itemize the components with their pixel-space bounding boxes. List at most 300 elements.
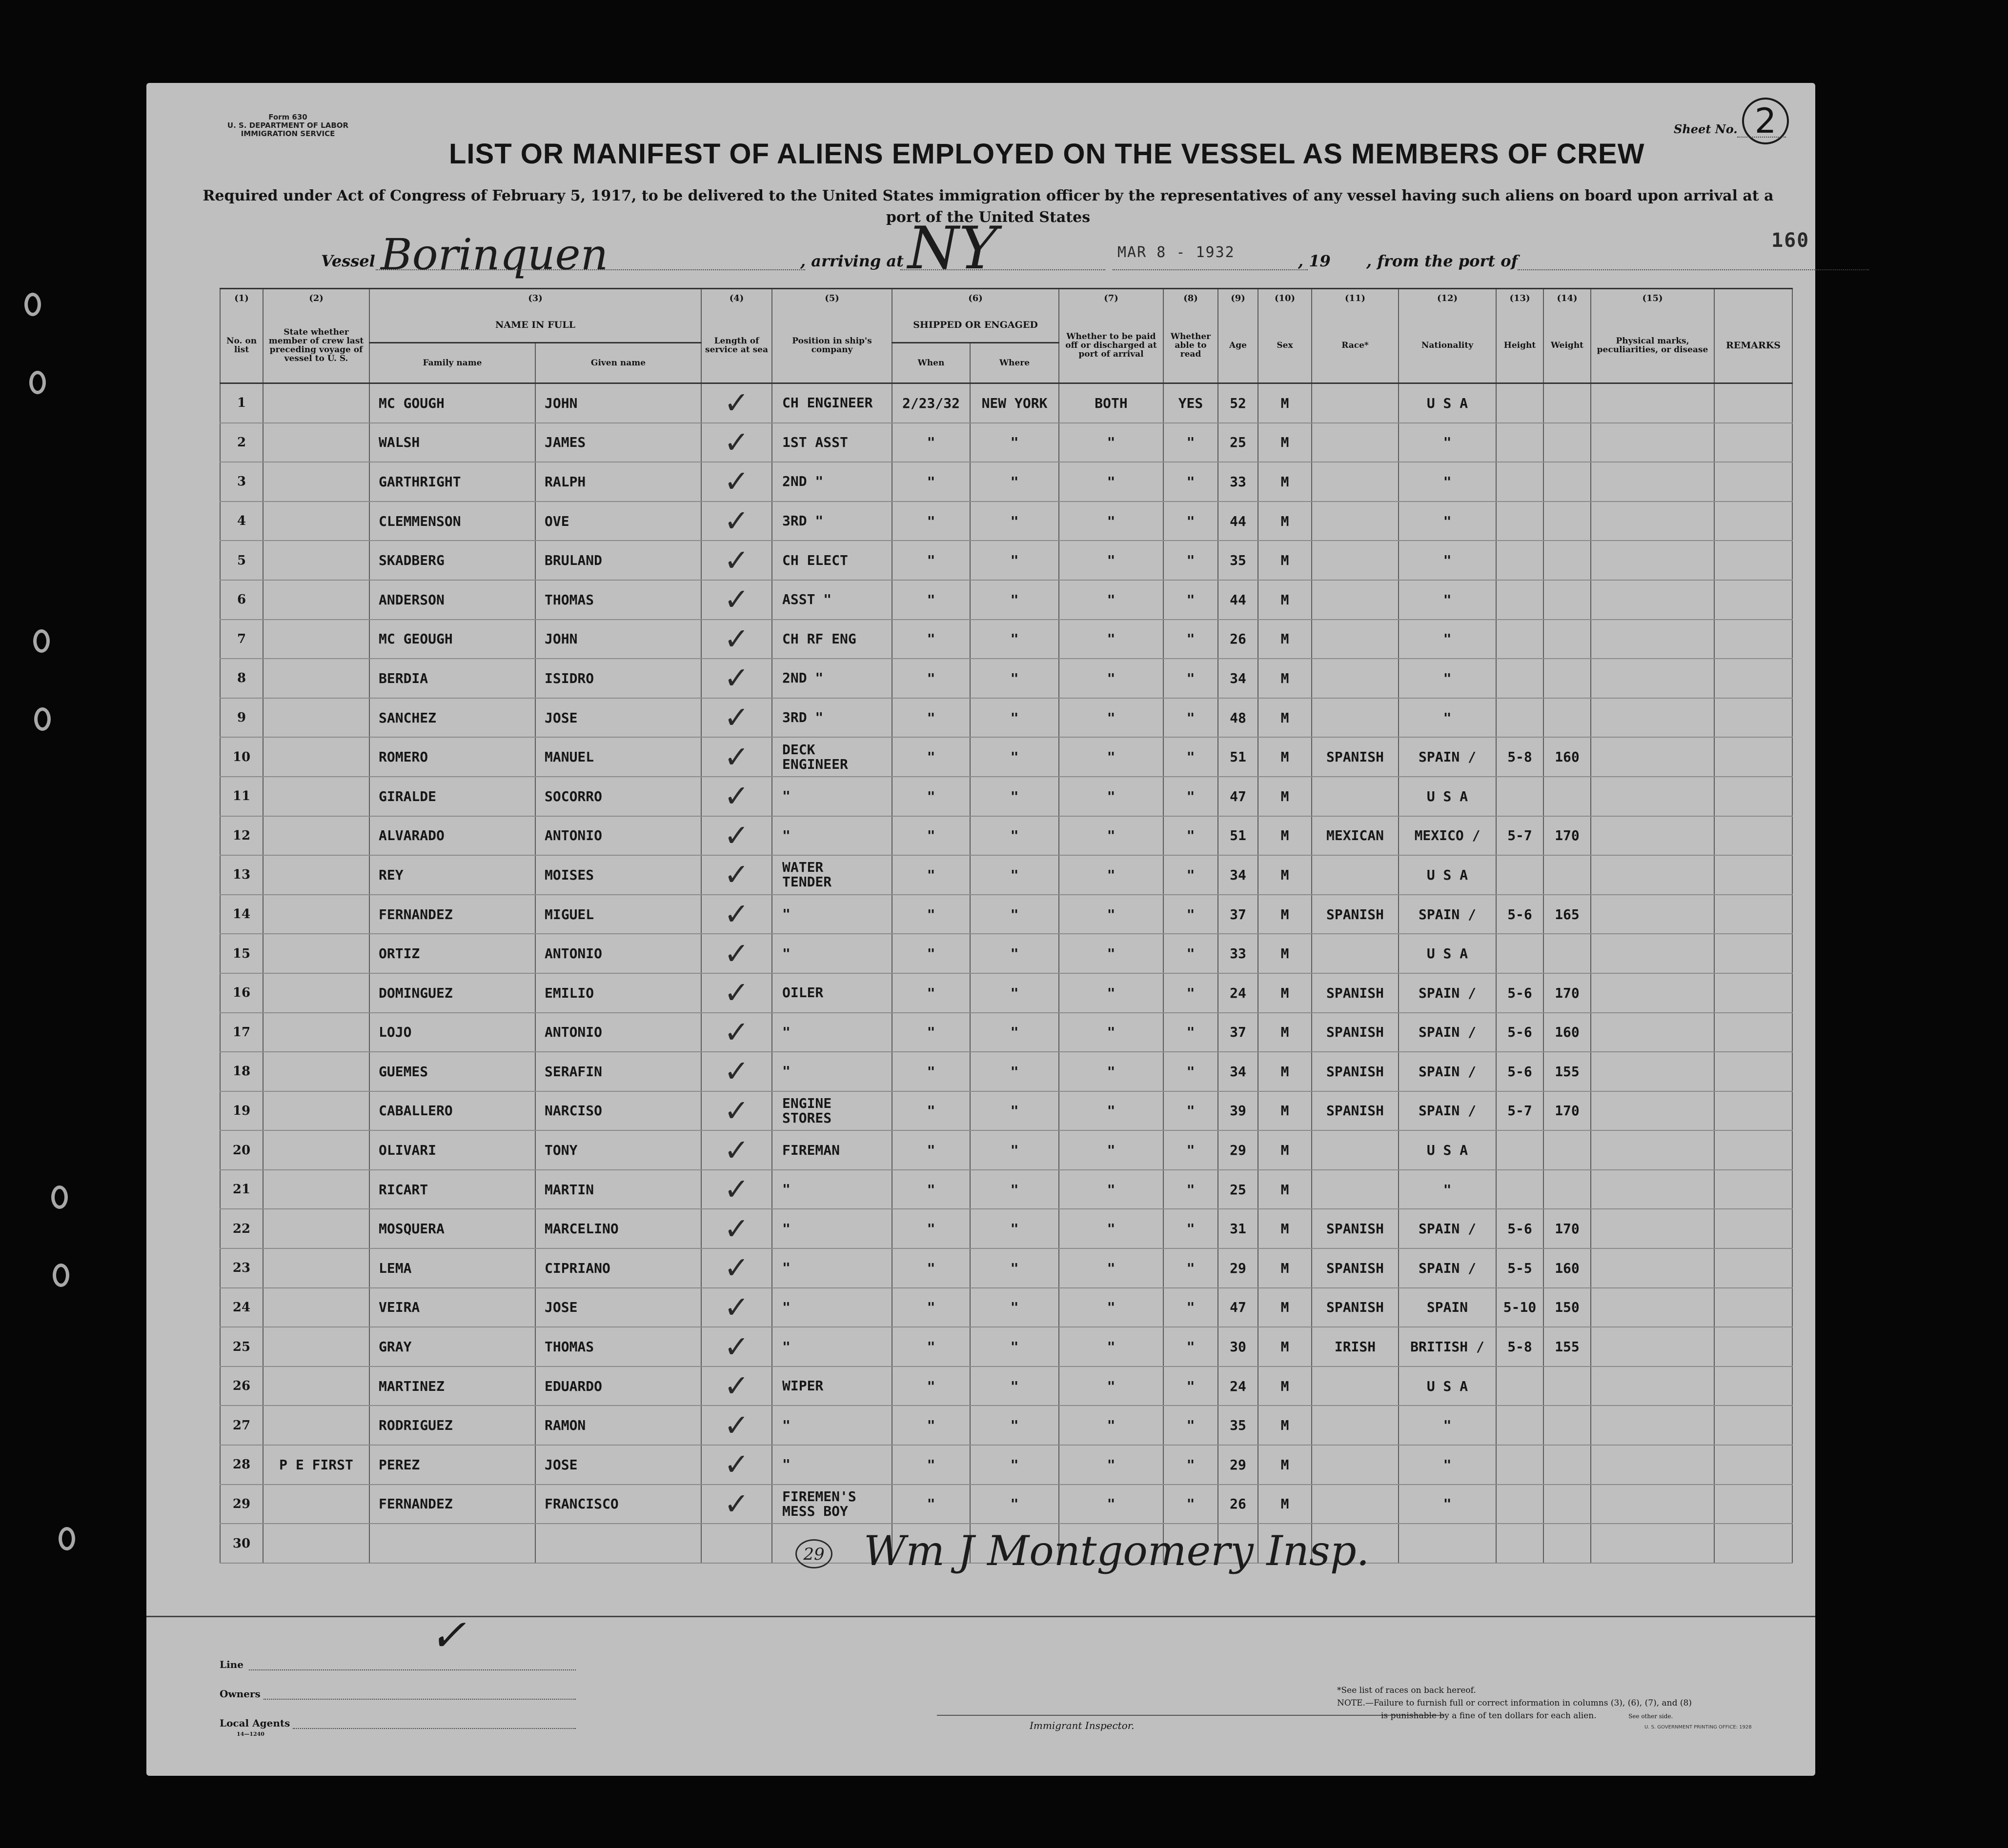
nationality-cell: U S A (1399, 777, 1496, 816)
last-voyage-cell (263, 1091, 369, 1131)
able-to-read-cell: " (1163, 973, 1218, 1013)
family-name-cell: RICART (369, 1170, 535, 1209)
length-of-service-cell (701, 973, 772, 1013)
position-cell: " (772, 1248, 892, 1288)
remarks-cell (1714, 1327, 1792, 1366)
race-cell (1312, 1366, 1399, 1406)
remarks-cell (1714, 816, 1792, 856)
header-nationality: Nationality (1399, 308, 1496, 383)
shipped-when-cell: " (892, 698, 970, 738)
family-name-cell: LOJO (369, 1013, 535, 1052)
sex-cell: M (1258, 737, 1312, 777)
manifest-body (220, 383, 1792, 1563)
family-name-cell: ALVARADO (369, 816, 535, 856)
physical-marks-cell (1591, 1130, 1714, 1170)
length-of-service-cell (701, 1366, 772, 1406)
row-number: 23 (220, 1248, 263, 1288)
height-cell (1496, 1524, 1543, 1563)
shipped-when-cell: " (892, 659, 970, 698)
manifest-title: LIST OR MANIFEST OF ALIENS EMPLOYED ON THE VESSEL AS MEMBERS OF CREW (449, 138, 1645, 170)
check-mark-icon: ✓ (724, 739, 750, 775)
last-voyage-cell (263, 1485, 369, 1524)
corner-number: 160 (1771, 229, 1810, 252)
sex-cell: M (1258, 1052, 1312, 1091)
manifest-row (220, 816, 1792, 856)
col-num-7: (7) (1059, 289, 1163, 308)
shipped-when-cell: " (892, 1052, 970, 1091)
height-cell: 5-8 (1496, 737, 1543, 777)
family-name-cell: ORTIZ (369, 934, 535, 973)
shipped-where-cell: " (970, 1013, 1059, 1052)
manifest-row (220, 1485, 1792, 1524)
height-cell: 5-6 (1496, 895, 1543, 934)
remarks-cell (1714, 423, 1792, 462)
nationality-cell: " (1399, 541, 1496, 580)
paid-off-cell: " (1059, 1445, 1163, 1485)
form-code: 14—1240 (237, 1731, 264, 1737)
physical-marks-cell (1591, 1013, 1714, 1052)
last-voyage-cell (263, 973, 369, 1013)
family-name-cell: WALSH (369, 423, 535, 462)
shipped-where-cell: " (970, 1327, 1059, 1366)
position-cell: " (772, 934, 892, 973)
length-of-service-cell (701, 934, 772, 973)
col-num-13: (13) (1496, 289, 1543, 308)
manifest-row (220, 502, 1792, 541)
shipped-where-cell: " (970, 1248, 1059, 1288)
weight-cell (1543, 1366, 1591, 1406)
able-to-read-cell: " (1163, 580, 1218, 620)
nationality-cell: U S A (1399, 855, 1496, 895)
family-name-cell: OLIVARI (369, 1130, 535, 1170)
age-cell: 37 (1218, 1013, 1258, 1052)
edge-ring (29, 371, 46, 394)
check-mark-icon: ✓ (724, 1210, 750, 1246)
length-of-service-cell (701, 502, 772, 541)
last-voyage-cell (263, 698, 369, 738)
row-number: 22 (220, 1209, 263, 1248)
remarks-cell (1714, 462, 1792, 502)
length-of-service-cell (701, 737, 772, 777)
shipped-when-cell: " (892, 423, 970, 462)
physical-marks-cell (1591, 1327, 1714, 1366)
paid-off-cell: " (1059, 502, 1163, 541)
paid-off-cell: " (1059, 934, 1163, 973)
check-mark-icon: ✓ (724, 621, 750, 657)
footnote-note-2: is punishable by a fine of ten dollars for each alien. (1381, 1711, 1597, 1721)
shipped-where-cell: " (970, 580, 1059, 620)
shipped-when-cell: " (892, 1288, 970, 1327)
weight-cell (1543, 855, 1591, 895)
age-cell: 34 (1218, 659, 1258, 698)
length-of-service-cell (701, 895, 772, 934)
shipped-when-cell: " (892, 620, 970, 659)
race-cell: MEXICAN (1312, 816, 1399, 856)
family-name-cell: MARTINEZ (369, 1366, 535, 1406)
subtitle-line-1: Required under Act of Congress of February 5, 1917, to be delivered to the United States immigration officer by the representatives of any vessel having such aliens on board upon arrival at a (203, 187, 1774, 204)
shipped-when-cell: " (892, 855, 970, 895)
remarks-cell (1714, 659, 1792, 698)
position-cell: " (772, 895, 892, 934)
given-name-cell: CIPRIANO (535, 1248, 701, 1288)
family-name-cell: RODRIGUEZ (369, 1406, 535, 1445)
shipped-when-cell: " (892, 1013, 970, 1052)
paid-off-cell: " (1059, 1209, 1163, 1248)
given-name-cell: MANUEL (535, 737, 701, 777)
check-mark-icon: ✓ (724, 463, 750, 500)
shipped-when-cell: " (892, 777, 970, 816)
height-cell (1496, 1406, 1543, 1445)
row-number: 25 (220, 1327, 263, 1366)
shipped-when-cell: " (892, 1130, 970, 1170)
manifest-row (220, 973, 1792, 1013)
shipped-when-cell: " (892, 462, 970, 502)
edge-ring (33, 629, 50, 653)
weight-cell (1543, 541, 1591, 580)
position-cell: " (772, 777, 892, 816)
race-cell (1312, 855, 1399, 895)
shipped-when-cell: " (892, 1091, 970, 1131)
height-cell: 5-6 (1496, 1052, 1543, 1091)
physical-marks-cell (1591, 1485, 1714, 1524)
race-cell (1312, 1170, 1399, 1209)
col-num-9: (9) (1218, 289, 1258, 308)
physical-marks-cell (1591, 383, 1714, 423)
physical-marks-cell (1591, 698, 1714, 738)
paid-off-cell: " (1059, 1406, 1163, 1445)
position-cell: WATER TENDER (772, 855, 892, 895)
paid-off-cell: " (1059, 973, 1163, 1013)
check-mark-icon: ✓ (724, 975, 750, 1011)
family-name-cell: MC GOUGH (369, 383, 535, 423)
paid-off-cell: " (1059, 659, 1163, 698)
check-mark-icon: ✓ (724, 1014, 750, 1050)
shipped-where-cell: " (970, 1209, 1059, 1248)
sex-cell: M (1258, 462, 1312, 502)
shipped-when-cell: " (892, 1170, 970, 1209)
length-of-service-cell (701, 1524, 772, 1563)
shipped-where-cell: " (970, 620, 1059, 659)
position-cell: " (772, 1170, 892, 1209)
family-name-cell: LEMA (369, 1248, 535, 1288)
age-cell: 51 (1218, 737, 1258, 777)
from-port-label: , from the port of (1366, 252, 1518, 270)
able-to-read-cell: " (1163, 1248, 1218, 1288)
last-voyage-cell (263, 383, 369, 423)
row-number: 13 (220, 855, 263, 895)
manifest-sheet (146, 83, 1815, 1776)
shipped-when-cell: " (892, 541, 970, 580)
row-number: 8 (220, 659, 263, 698)
row-number: 9 (220, 698, 263, 738)
arriving-label: , arriving at (800, 252, 904, 270)
sex-cell: M (1258, 777, 1312, 816)
remarks-cell (1714, 1130, 1792, 1170)
paid-off-cell: " (1059, 620, 1163, 659)
given-name-cell: SERAFIN (535, 1052, 701, 1091)
physical-marks-cell (1591, 855, 1714, 895)
row-number: 5 (220, 541, 263, 580)
remarks-cell (1714, 580, 1792, 620)
check-mark-icon: ✓ (724, 1053, 750, 1089)
position-cell: " (772, 1327, 892, 1366)
nationality-cell: BRITISH / (1399, 1327, 1496, 1366)
paid-off-cell: " (1059, 1366, 1163, 1406)
age-cell: 35 (1218, 541, 1258, 580)
family-name-cell: GUEMES (369, 1052, 535, 1091)
given-name-cell: JOSE (535, 698, 701, 738)
race-cell (1312, 777, 1399, 816)
last-voyage-cell (263, 895, 369, 934)
paid-off-cell: " (1059, 895, 1163, 934)
nationality-cell (1399, 1524, 1496, 1563)
manifest-row (220, 1091, 1792, 1131)
last-voyage-cell (263, 1170, 369, 1209)
length-of-service-cell (701, 462, 772, 502)
nationality-cell: SPAIN / (1399, 1013, 1496, 1052)
sex-cell: M (1258, 541, 1312, 580)
shipped-when-cell: " (892, 1327, 970, 1366)
age-cell: 34 (1218, 855, 1258, 895)
check-mark-icon: ✓ (724, 1289, 750, 1325)
shipped-when-cell: " (892, 1366, 970, 1406)
shipped-where-cell: " (970, 1406, 1059, 1445)
length-of-service-cell (701, 659, 772, 698)
length-of-service-cell (701, 423, 772, 462)
age-cell: 29 (1218, 1445, 1258, 1485)
able-to-read-cell: " (1163, 777, 1218, 816)
family-name-cell: FERNANDEZ (369, 895, 535, 934)
manifest-row (220, 1052, 1792, 1091)
length-of-service-cell (701, 777, 772, 816)
height-cell (1496, 541, 1543, 580)
paid-off-cell: " (1059, 1288, 1163, 1327)
shipped-when-cell: " (892, 973, 970, 1013)
col-num-3: (3) (369, 289, 701, 308)
race-cell (1312, 462, 1399, 502)
family-name-cell: CLEMMENSON (369, 502, 535, 541)
row-number: 2 (220, 423, 263, 462)
sex-cell: M (1258, 1288, 1312, 1327)
last-voyage-cell (263, 1524, 369, 1563)
given-name-cell: ANTONIO (535, 1013, 701, 1052)
tally-mark: ✓ (429, 1610, 467, 1661)
sex-cell: M (1258, 423, 1312, 462)
col-num-5: (5) (772, 289, 892, 308)
remarks-cell (1714, 1288, 1792, 1327)
sex-cell: M (1258, 502, 1312, 541)
physical-marks-cell (1591, 541, 1714, 580)
row-number: 27 (220, 1406, 263, 1445)
given-name-cell: RALPH (535, 462, 701, 502)
subtitle-line-2: port of the United States (886, 209, 1091, 226)
length-of-service-cell (701, 1170, 772, 1209)
manifest-row (220, 1406, 1792, 1445)
position-cell: FIREMEN'S MESS BOY (772, 1485, 892, 1524)
family-name-cell: VEIRA (369, 1288, 535, 1327)
family-name-cell: MOSQUERA (369, 1209, 535, 1248)
race-cell (1312, 383, 1399, 423)
given-name-cell: ANTONIO (535, 934, 701, 973)
age-cell: 30 (1218, 1327, 1258, 1366)
last-voyage-cell (263, 777, 369, 816)
length-of-service-cell (701, 1248, 772, 1288)
manifest-row (220, 895, 1792, 934)
given-name-cell: JOSE (535, 1288, 701, 1327)
manifest-row (220, 541, 1792, 580)
last-voyage-cell (263, 1013, 369, 1052)
physical-marks-cell (1591, 895, 1714, 934)
nationality-cell: " (1399, 502, 1496, 541)
check-mark-icon: ✓ (724, 1171, 750, 1207)
row-number: 3 (220, 462, 263, 502)
weight-cell: 160 (1543, 1248, 1591, 1288)
length-of-service-cell (701, 1209, 772, 1248)
col-num-4: (4) (701, 289, 772, 308)
header-sex: Sex (1258, 308, 1312, 383)
sex-cell: M (1258, 1013, 1312, 1052)
family-name-cell: PEREZ (369, 1445, 535, 1485)
weight-cell: 160 (1543, 1013, 1591, 1052)
row-number: 21 (220, 1170, 263, 1209)
owners-label: Owners (220, 1688, 261, 1700)
shipped-where-cell: " (970, 502, 1059, 541)
manifest-row (220, 1327, 1792, 1366)
column-number-row (220, 289, 1792, 308)
edge-ring (34, 707, 51, 731)
race-cell: SPANISH (1312, 1288, 1399, 1327)
race-cell: SPANISH (1312, 1248, 1399, 1288)
inspector-signature: Wm J Montgomery Insp. (864, 1527, 1370, 1575)
shipped-where-cell: " (970, 777, 1059, 816)
remarks-cell (1714, 895, 1792, 934)
given-name-cell: JOSE (535, 1445, 701, 1485)
height-cell (1496, 462, 1543, 502)
nationality-cell: SPAIN / (1399, 1248, 1496, 1288)
header-where: Where (970, 343, 1059, 383)
height-cell (1496, 620, 1543, 659)
sex-cell: M (1258, 895, 1312, 934)
remarks-cell (1714, 1524, 1792, 1563)
col-num-6: (6) (892, 289, 1059, 308)
position-cell: 2ND " (772, 462, 892, 502)
shipped-where-cell: " (970, 462, 1059, 502)
vessel-label: Vessel (321, 252, 375, 270)
header-age: Age (1218, 308, 1258, 383)
height-cell (1496, 1485, 1543, 1524)
row-number: 18 (220, 1052, 263, 1091)
manifest-row (220, 698, 1792, 738)
header-name-in-full: NAME IN FULL (369, 308, 701, 343)
shipped-where-cell: NEW YORK (970, 383, 1059, 423)
height-cell: 5-6 (1496, 1209, 1543, 1248)
header-no-on-list: No. on list (220, 308, 263, 383)
last-voyage-cell: P E FIRST (263, 1445, 369, 1485)
family-name-cell: GRAY (369, 1327, 535, 1366)
paid-off-cell: " (1059, 462, 1163, 502)
sex-cell: M (1258, 973, 1312, 1013)
check-mark-icon: ✓ (724, 385, 750, 421)
sex-cell: M (1258, 1130, 1312, 1170)
remarks-cell (1714, 383, 1792, 423)
check-mark-icon: ✓ (724, 542, 750, 578)
manifest-row (220, 580, 1792, 620)
sex-cell: M (1258, 816, 1312, 856)
length-of-service-cell (701, 620, 772, 659)
remarks-cell (1714, 934, 1792, 973)
age-cell: 29 (1218, 1130, 1258, 1170)
shipped-where-cell: " (970, 973, 1059, 1013)
last-voyage-cell (263, 462, 369, 502)
able-to-read-cell: " (1163, 1170, 1218, 1209)
able-to-read-cell: YES (1163, 383, 1218, 423)
row-number: 15 (220, 934, 263, 973)
position-cell: " (772, 1406, 892, 1445)
footnote-races: *See list of races on back hereof. (1337, 1686, 1476, 1695)
sex-cell: M (1258, 1091, 1312, 1131)
able-to-read-cell: " (1163, 1327, 1218, 1366)
height-cell: 5-6 (1496, 973, 1543, 1013)
remarks-cell (1714, 1485, 1792, 1524)
race-cell (1312, 423, 1399, 462)
given-name-cell: MOISES (535, 855, 701, 895)
age-cell: 34 (1218, 1052, 1258, 1091)
race-cell: SPANISH (1312, 1209, 1399, 1248)
age-cell: 33 (1218, 462, 1258, 502)
race-cell: SPANISH (1312, 1091, 1399, 1131)
weight-cell (1543, 1485, 1591, 1524)
row-number: 30 (220, 1524, 263, 1563)
sex-cell: M (1258, 1366, 1312, 1406)
remarks-cell (1714, 737, 1792, 777)
age-cell: 47 (1218, 1288, 1258, 1327)
given-name-cell: MARTIN (535, 1170, 701, 1209)
paid-off-cell: " (1059, 737, 1163, 777)
service-name: IMMIGRATION SERVICE (241, 129, 335, 138)
row-number: 14 (220, 895, 263, 934)
last-voyage-cell (263, 580, 369, 620)
shipped-where-cell: " (970, 423, 1059, 462)
nationality-cell: SPAIN / (1399, 895, 1496, 934)
length-of-service-cell (701, 855, 772, 895)
given-name-cell: THOMAS (535, 580, 701, 620)
check-mark-icon: ✓ (724, 1132, 750, 1168)
check-mark-icon: ✓ (724, 424, 750, 460)
paid-off-cell: " (1059, 1485, 1163, 1524)
col-num-11: (11) (1312, 289, 1399, 308)
weight-cell: 170 (1543, 816, 1591, 856)
given-name-cell: RAMON (535, 1406, 701, 1445)
nationality-cell: U S A (1399, 1130, 1496, 1170)
position-cell: " (772, 1013, 892, 1052)
manifest-row (220, 462, 1792, 502)
given-name-cell: SOCORRO (535, 777, 701, 816)
family-name-cell: MC GEOUGH (369, 620, 535, 659)
remarks-cell (1714, 1445, 1792, 1485)
remarks-cell (1714, 1170, 1792, 1209)
position-cell: CH ELECT (772, 541, 892, 580)
age-cell: 24 (1218, 973, 1258, 1013)
header-family-name: Family name (369, 343, 535, 383)
edge-ring (24, 293, 41, 316)
manifest-row (220, 383, 1792, 423)
shipped-where-cell: " (970, 1091, 1059, 1131)
height-cell (1496, 934, 1543, 973)
able-to-read-cell: " (1163, 620, 1218, 659)
sex-cell: M (1258, 620, 1312, 659)
row-number: 16 (220, 973, 263, 1013)
family-name-cell: FERNANDEZ (369, 1485, 535, 1524)
